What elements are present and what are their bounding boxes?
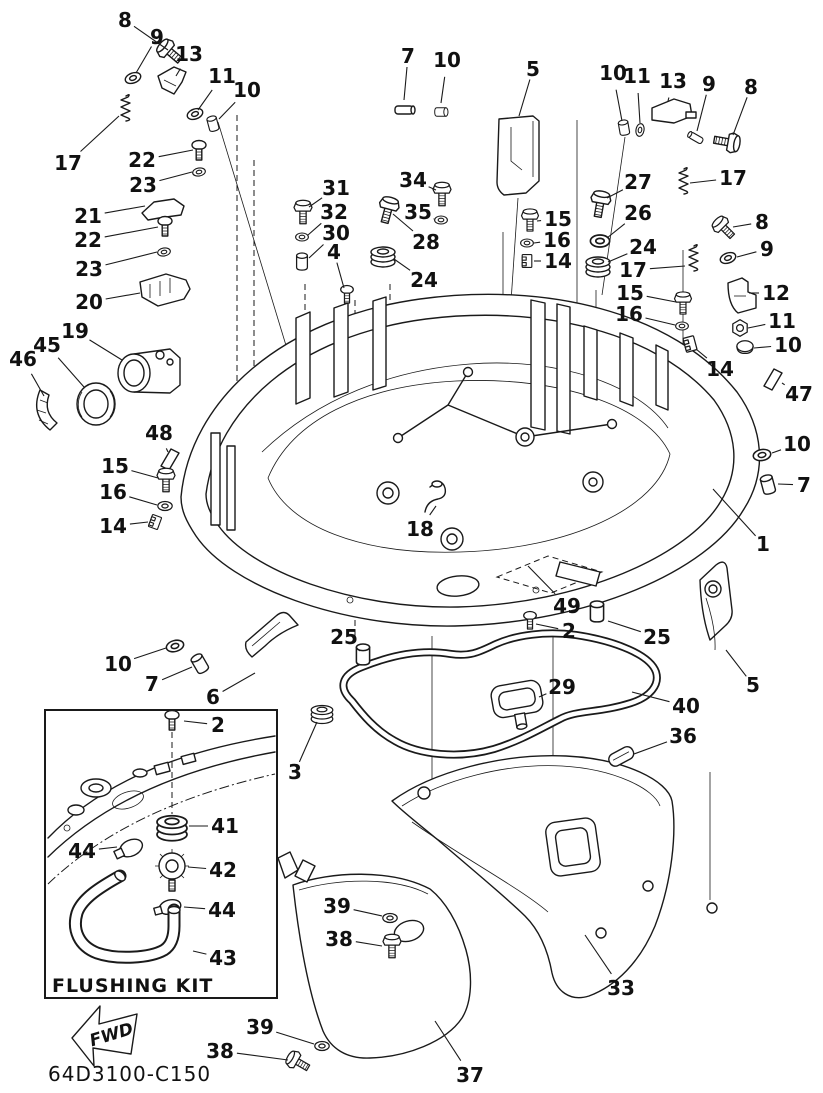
callout-leader — [198, 90, 212, 110]
callout-label: 39 — [246, 1015, 274, 1039]
callout-label: 17 — [54, 151, 82, 175]
bushing-10-tr — [618, 119, 630, 136]
callout-label: 24 — [410, 268, 438, 292]
callout-label: 27 — [624, 170, 652, 194]
nut-11-r — [733, 320, 747, 337]
callout-label: 21 — [74, 204, 102, 228]
callout-label: 17 — [619, 258, 647, 282]
plug-41 — [157, 816, 187, 841]
callout-label: 15 — [616, 281, 644, 305]
callout-leader — [778, 484, 793, 485]
callout-label: 42 — [209, 858, 237, 882]
callout-label: 25 — [643, 625, 671, 649]
callout-leader — [136, 47, 152, 74]
callout-leader — [607, 224, 625, 238]
callout-leader — [308, 223, 321, 235]
callout-leader — [733, 97, 747, 135]
callout-leader — [754, 347, 771, 349]
washer-9-tl — [124, 71, 142, 86]
pin-9-tr — [687, 131, 704, 145]
callout-leader — [309, 245, 324, 259]
plug-7-left — [190, 652, 210, 674]
callout-label: 29 — [548, 675, 576, 699]
callout-label: 13 — [659, 69, 687, 93]
callout-label: 14 — [99, 514, 127, 538]
callout-leader — [650, 266, 685, 269]
callout-leader — [99, 847, 117, 849]
callout-label: 36 — [669, 724, 697, 748]
callout-label: 45 — [33, 333, 61, 357]
part-bracket-13-right — [652, 99, 696, 123]
callout-label: 8 — [118, 8, 132, 32]
callout-leader — [159, 150, 193, 157]
callout-leader — [134, 648, 166, 659]
callout-label: 10 — [433, 48, 461, 72]
callout-label: 37 — [456, 1063, 484, 1087]
callout-leader — [81, 116, 120, 152]
callout-label: 38 — [325, 927, 353, 951]
callout-label: 7 — [145, 672, 159, 696]
part-bracket-5-top — [497, 116, 539, 195]
callout-label: 5 — [746, 673, 760, 697]
callout-label: 6 — [206, 685, 220, 709]
callout-label: 8 — [744, 75, 758, 99]
callout-leader — [188, 867, 206, 869]
callout-leader — [166, 448, 168, 452]
grommet-3 — [311, 706, 333, 724]
callout-leader — [105, 206, 145, 213]
callout-label: 23 — [75, 257, 103, 281]
callout-label: 10 — [104, 652, 132, 676]
callout-leader — [58, 358, 84, 387]
washer-16-left — [158, 502, 172, 511]
washer-26 — [590, 235, 609, 247]
callout-leader — [697, 95, 706, 131]
bushing-10-top — [435, 108, 448, 116]
pin-7-top — [395, 106, 415, 114]
callout-leader — [534, 242, 540, 243]
part-sleeve-45 — [77, 383, 115, 425]
callout-leader — [159, 172, 192, 181]
washer-16-c — [521, 239, 534, 247]
callout-label: 43 — [209, 946, 237, 970]
callout-leader — [90, 340, 123, 360]
callout-label: 46 — [9, 347, 37, 371]
callout-label: 32 — [320, 200, 348, 224]
callout-leader — [184, 721, 207, 724]
part-bottom-cowling — [181, 294, 760, 626]
callout-label: 35 — [404, 200, 432, 224]
part-clamp-46 — [37, 390, 57, 430]
part-chock-5-right — [700, 562, 732, 650]
grommet-24-a — [371, 247, 395, 267]
callout-leader — [299, 722, 317, 762]
callout-label: 4 — [327, 240, 341, 264]
callout-label: 38 — [206, 1039, 234, 1063]
bolt-31 — [294, 200, 312, 223]
callout-leader — [726, 650, 746, 676]
fwd-label: FWD — [87, 1019, 136, 1052]
callout-label: 16 — [543, 228, 571, 252]
callout-label: 1 — [756, 532, 770, 556]
callout-leader — [646, 318, 676, 325]
callout-leader — [404, 67, 407, 100]
part-motor-19 — [118, 349, 180, 393]
flushing-kit-label: FLUSHING KIT — [52, 975, 214, 997]
callout-label: 5 — [526, 57, 540, 81]
callout-leader — [162, 667, 192, 680]
collar-30 — [297, 253, 308, 270]
callout-label: 7 — [797, 473, 811, 497]
fwd-arrow — [72, 1006, 137, 1066]
callout-label: 16 — [615, 302, 643, 326]
washer-23-b — [157, 247, 171, 257]
callout-label: 8 — [755, 210, 769, 234]
screw-22-b — [158, 217, 172, 237]
callout-leader — [772, 450, 781, 453]
callout-label: 31 — [322, 176, 350, 200]
callout-leader — [131, 471, 158, 478]
spring-17-r — [689, 245, 698, 271]
part-holder-20 — [140, 274, 190, 306]
stem-25-left — [356, 644, 369, 665]
callout-leader — [219, 102, 235, 119]
spring-17-tl — [121, 95, 130, 121]
callout-label: 2 — [211, 713, 225, 737]
callout-label: 48 — [145, 421, 173, 445]
grommet-10-left — [165, 638, 185, 653]
callout-label: 26 — [624, 201, 652, 225]
callout-label: 19 — [61, 319, 89, 343]
callout-leader — [748, 324, 765, 328]
bolt-27 — [588, 189, 612, 218]
callout-label: 44 — [68, 839, 96, 863]
part-bracket-6 — [246, 613, 298, 658]
bolt-8-tr — [712, 130, 741, 154]
callout-label: 44 — [208, 898, 236, 922]
callout-label: 16 — [99, 480, 127, 504]
callout-label: 11 — [208, 64, 236, 88]
callout-label: 22 — [128, 148, 156, 172]
callout-label: 14 — [544, 249, 572, 273]
callout-leader — [105, 227, 158, 237]
callout-label: 40 — [672, 694, 700, 718]
washer-11-tl — [186, 107, 204, 122]
callout-label: 3 — [288, 760, 302, 784]
callout-label: 28 — [412, 230, 440, 254]
callout-leader — [337, 263, 344, 288]
callout-label: 33 — [607, 976, 635, 1000]
callout-label: 7 — [401, 44, 415, 68]
washer-9-r — [719, 251, 737, 266]
callout-label: 22 — [74, 228, 102, 252]
callout-label: 10 — [599, 61, 627, 85]
part-seal — [490, 679, 547, 733]
part-fitting-12 — [728, 278, 756, 313]
callout-label: 9 — [760, 237, 774, 261]
washer-39-b — [315, 1042, 329, 1051]
callout-label: 15 — [101, 454, 129, 478]
callout-leader — [647, 296, 676, 302]
callout-label: 34 — [399, 168, 427, 192]
callout-label: 47 — [785, 382, 813, 406]
bolt-34 — [433, 182, 451, 205]
callout-leader — [441, 77, 445, 103]
callout-label: 15 — [544, 207, 572, 231]
callout-leader — [394, 259, 410, 270]
washer-23-a — [192, 167, 206, 177]
bolt-15-left — [157, 468, 175, 491]
bolt-38-b — [283, 1048, 312, 1075]
callout-label: 20 — [75, 290, 103, 314]
callout-label: 9 — [702, 72, 716, 96]
part-code: 64D3100-C150 — [48, 1062, 212, 1086]
callout-leader — [129, 497, 157, 505]
bolt-15-r — [675, 292, 692, 314]
callout-leader — [638, 93, 640, 123]
callout-leader — [536, 624, 558, 629]
callout-label: 39 — [323, 894, 351, 918]
callout-leader — [184, 907, 205, 909]
callout-leader — [733, 224, 751, 227]
pad-48 — [161, 449, 179, 470]
grommet-24-b — [586, 257, 610, 277]
spring-17-tr — [679, 168, 688, 194]
cap-10-r — [737, 341, 753, 354]
callout-leader — [106, 293, 140, 299]
callout-leader — [519, 80, 530, 117]
clip-14-c — [522, 255, 532, 268]
callout-label: 12 — [762, 281, 790, 305]
callout-label: 13 — [175, 42, 203, 66]
bolt-8-r — [709, 213, 738, 242]
callout-label: 25 — [330, 625, 358, 649]
callout-leader — [634, 742, 667, 754]
screw-2-kit — [165, 711, 179, 731]
screw-4 — [341, 285, 354, 303]
nut-42 — [155, 849, 189, 891]
callout-label: 24 — [629, 235, 657, 259]
callout-label: 10 — [233, 78, 261, 102]
washer-32 — [296, 233, 309, 241]
callout-label: 2 — [562, 619, 576, 643]
callout-label: 14 — [706, 357, 734, 381]
callout-leader — [223, 673, 255, 692]
washer-11-tr — [635, 123, 645, 137]
callout-leader — [31, 374, 44, 396]
stem-25-right — [590, 601, 603, 622]
callout-leader — [608, 621, 641, 632]
clip-14-left — [148, 514, 161, 529]
callout-label: 9 — [150, 25, 164, 49]
callout-label: 23 — [129, 173, 157, 197]
bolt-28 — [375, 195, 401, 225]
callout-label: 41 — [211, 814, 239, 838]
callout-leader — [737, 252, 756, 257]
callout-label: 11 — [768, 309, 796, 333]
callout-label: 17 — [719, 166, 747, 190]
clamp-44-a — [112, 836, 145, 863]
pad-47 — [764, 369, 782, 390]
screw-22-a — [192, 141, 206, 161]
part-clamp-13-left — [158, 67, 186, 94]
callout-leader — [237, 1053, 288, 1060]
part-lower-cowl-left — [278, 852, 471, 1058]
callout-label: 18 — [406, 517, 434, 541]
callout-label: 49 — [553, 594, 581, 618]
callout-leader — [276, 1032, 314, 1044]
bushing-10-tl — [206, 115, 219, 132]
callout-label: 10 — [774, 333, 802, 357]
callout-leader — [616, 90, 622, 121]
callout-label: 11 — [623, 64, 651, 88]
callout-label: 10 — [783, 432, 811, 456]
washer-35 — [435, 216, 448, 224]
callout-leader — [106, 252, 158, 265]
plug-7-r — [760, 474, 777, 495]
washer-39-a — [383, 914, 397, 923]
callout-leader — [690, 180, 716, 183]
callout-leader — [130, 522, 148, 524]
bolt-15-c — [522, 209, 539, 231]
callout-leader — [193, 951, 206, 954]
washer-16-r — [676, 322, 689, 330]
callout-label: 30 — [322, 221, 350, 245]
